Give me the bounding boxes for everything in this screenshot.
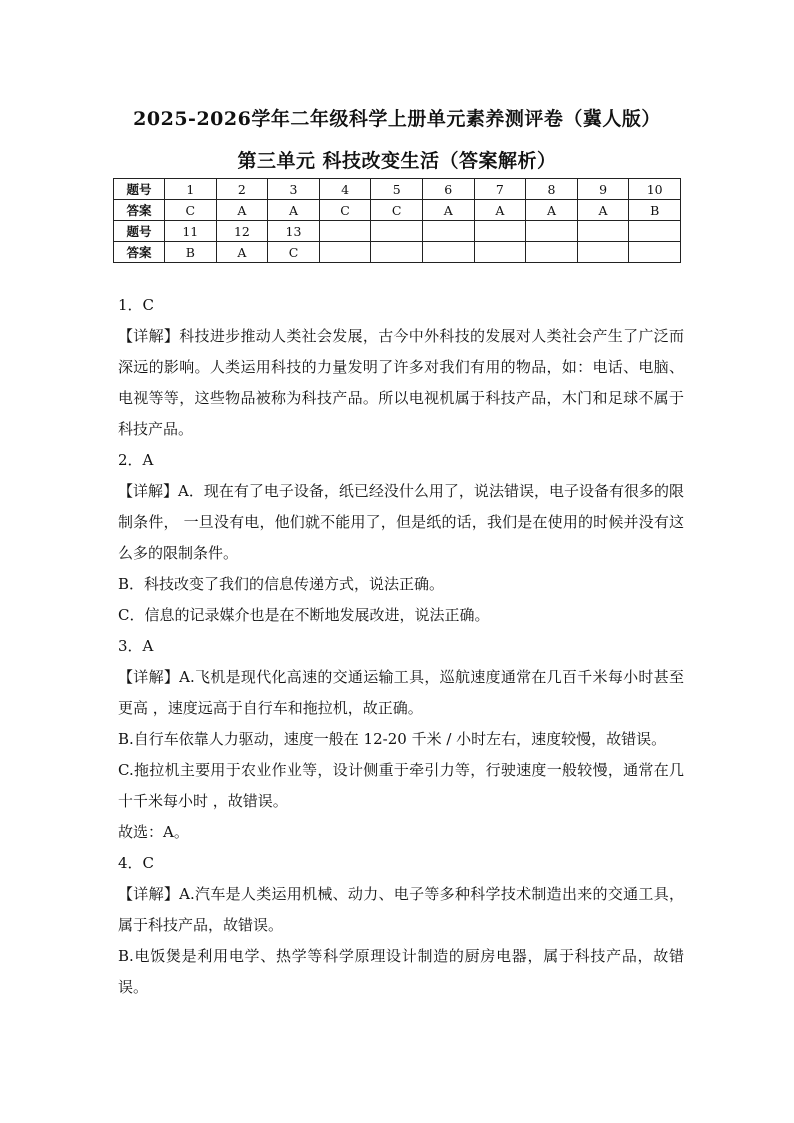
question-number-cell: 6 xyxy=(422,179,474,200)
question-number-cell xyxy=(577,221,629,242)
answer-cell xyxy=(577,242,629,263)
explanation-paragraph: 【详解】A.汽车是人类运用机械、动力、电子等多种科学技术制造出来的交通工具，属于科技产品，故错误。 xyxy=(118,885,684,934)
table-row xyxy=(114,221,681,242)
table-row xyxy=(114,200,681,221)
answer-cell: C xyxy=(371,200,423,221)
document-title: 2025-2026学年二年级科学上册单元素养测评卷（冀人版） xyxy=(133,108,661,130)
question-number-cell xyxy=(371,221,423,242)
question-number-cell: 13 xyxy=(268,221,320,242)
question-number-cell: 12 xyxy=(216,221,268,242)
answer-cell: A xyxy=(474,200,526,221)
explanation-paragraph: 【详解】A．现在有了电子设备，纸已经没什么用了，说法错误，电子设备有很多的限制条件， 一旦没有电，他们就不能用了，但是纸的话，我们是在使用的时候并没有这么多的限制条件。 xyxy=(118,482,684,562)
question-answer-heading: 1．C xyxy=(118,296,155,314)
explanation-paragraph: B．科技改变了我们的信息传递方式，说法正确。 xyxy=(118,575,445,593)
explanation-paragraph: C.拖拉机主要用于农业作业等，设计侧重于牵引力等，行驶速度一般较慢，通常在几十千米每小时 ，故错误。 xyxy=(118,761,684,810)
explanation-paragraph: B.电饭煲是利用电学、热学等科学原理设计制造的厨房电器，属于科技产品，故错误。 xyxy=(118,947,684,996)
answer-cell: A xyxy=(216,242,268,263)
answer-cell xyxy=(319,242,371,263)
question-number-cell: 4 xyxy=(319,179,371,200)
answer-cell xyxy=(474,242,526,263)
answer-explanations xyxy=(118,290,684,1003)
answer-cell: C xyxy=(319,200,371,221)
explanation-paragraph: C．信息的记录媒介也是在不断地发展改进，说法正确。 xyxy=(118,606,490,624)
question-number-cell: 7 xyxy=(474,179,526,200)
explanation-paragraph: 故选：A。 xyxy=(118,823,189,841)
answer-cell xyxy=(371,242,423,263)
question-number-cell: 5 xyxy=(371,179,423,200)
answer-table xyxy=(113,178,681,263)
document-subtitle: 第三单元 科技改变生活（答案解析） xyxy=(237,150,557,172)
question-number-cell xyxy=(474,221,526,242)
explanation-paragraph: 【详解】A.飞机是现代化高速的交通运输工具，巡航速度通常在几百千米每小时甚至更高 ，速度远高于自行车和拖拉机，故正确。 xyxy=(118,668,684,717)
answer-cell: A xyxy=(526,200,578,221)
answer-cell: B xyxy=(165,242,217,263)
question-number-cell xyxy=(319,221,371,242)
answer-cell xyxy=(526,242,578,263)
answer-cell xyxy=(422,242,474,263)
table-row xyxy=(114,242,681,263)
question-answer-heading: 3．A xyxy=(118,637,154,655)
table-row-label: 答案 xyxy=(114,200,165,221)
table-row-label: 题号 xyxy=(114,179,165,200)
answer-cell: A xyxy=(268,200,320,221)
answer-cell: C xyxy=(165,200,217,221)
question-number-cell: 3 xyxy=(268,179,320,200)
explanation-paragraph: B.自行车依靠人力驱动，速度一般在 12-20 千米 / 小时左右，速度较慢，故错误。 xyxy=(118,730,667,748)
question-number-cell xyxy=(629,221,681,242)
table-row xyxy=(114,179,681,200)
question-number-cell: 9 xyxy=(577,179,629,200)
question-number-cell: 11 xyxy=(165,221,217,242)
question-number-cell xyxy=(526,221,578,242)
answer-cell: A xyxy=(216,200,268,221)
question-number-cell: 8 xyxy=(526,179,578,200)
answer-cell xyxy=(629,242,681,263)
question-answer-heading: 4．C xyxy=(118,854,155,872)
question-number-cell: 2 xyxy=(216,179,268,200)
answer-cell: A xyxy=(422,200,474,221)
question-number-cell xyxy=(422,221,474,242)
question-number-cell: 10 xyxy=(629,179,681,200)
question-number-cell: 1 xyxy=(165,179,217,200)
question-answer-heading: 2．A xyxy=(118,451,154,469)
answer-cell: A xyxy=(577,200,629,221)
table-row-label: 题号 xyxy=(114,221,165,242)
explanation-paragraph: 【详解】科技进步推动人类社会发展，古今中外科技的发展对人类社会产生了广泛而深远的影响。人类运用科技的力量发明了许多对我们有用的物品，如：电话、电脑、电视等等，这些物品被称为科技产品。所以电视机属于科技产品，木门和足球不属于科技产品。 xyxy=(118,327,684,438)
answer-cell: C xyxy=(268,242,320,263)
answer-cell: B xyxy=(629,200,681,221)
table-row-label: 答案 xyxy=(114,242,165,263)
